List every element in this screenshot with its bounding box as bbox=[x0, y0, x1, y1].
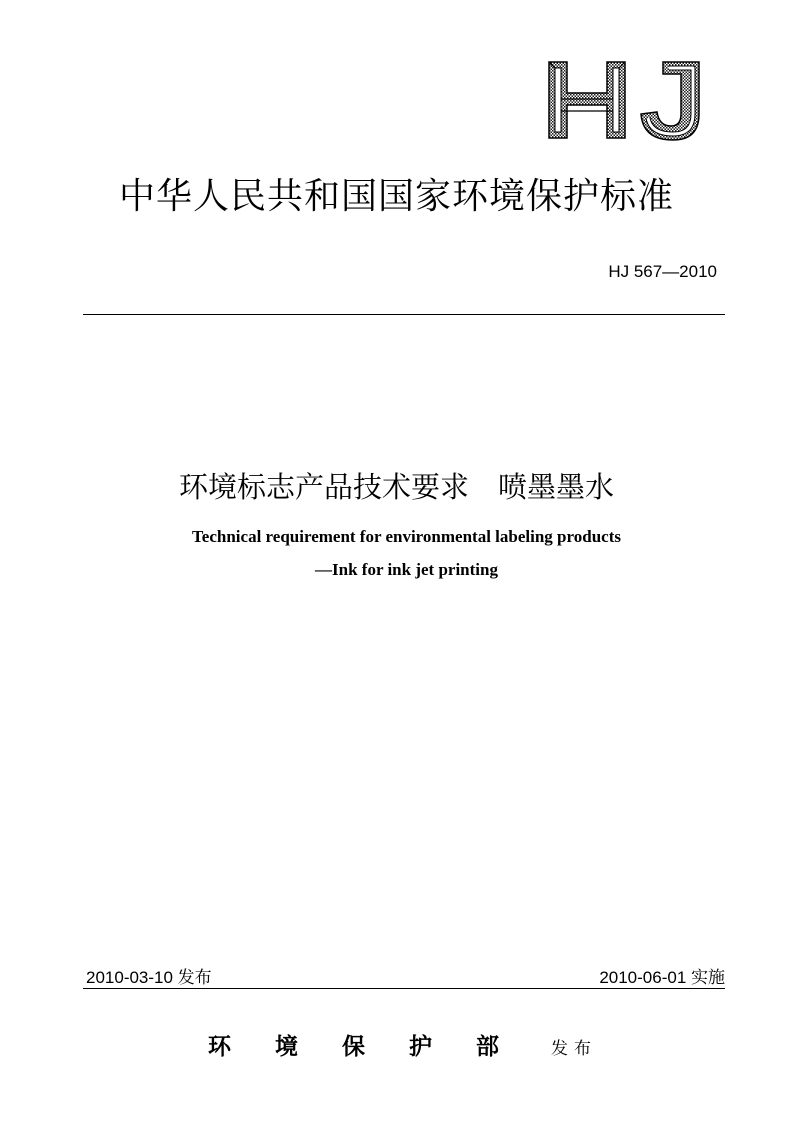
hj-logo bbox=[543, 58, 705, 142]
logo-letter-h bbox=[549, 62, 625, 138]
title-english-line2: —Ink for ink jet printing bbox=[315, 560, 498, 579]
issuing-authority-suffix: 发布 bbox=[551, 1039, 597, 1059]
title-chinese: 环境标志产品技术要求 喷墨墨水 bbox=[178, 470, 614, 504]
title-english-line1: Technical requirement for environmental labeling products bbox=[192, 527, 621, 546]
standard-number: HJ 567—2010 bbox=[608, 262, 717, 281]
issuing-authority: 环境保护部 bbox=[208, 1033, 543, 1060]
implementation-date: 2010-06-01 实施 bbox=[599, 968, 725, 987]
issue-date: 2010-03-10 发布 bbox=[86, 968, 212, 987]
logo-letter-j bbox=[641, 62, 699, 140]
bottom-divider bbox=[83, 988, 725, 989]
top-divider bbox=[83, 314, 725, 315]
standard-category-title: 中华人民共和国国家环境保护标准 bbox=[118, 176, 674, 217]
